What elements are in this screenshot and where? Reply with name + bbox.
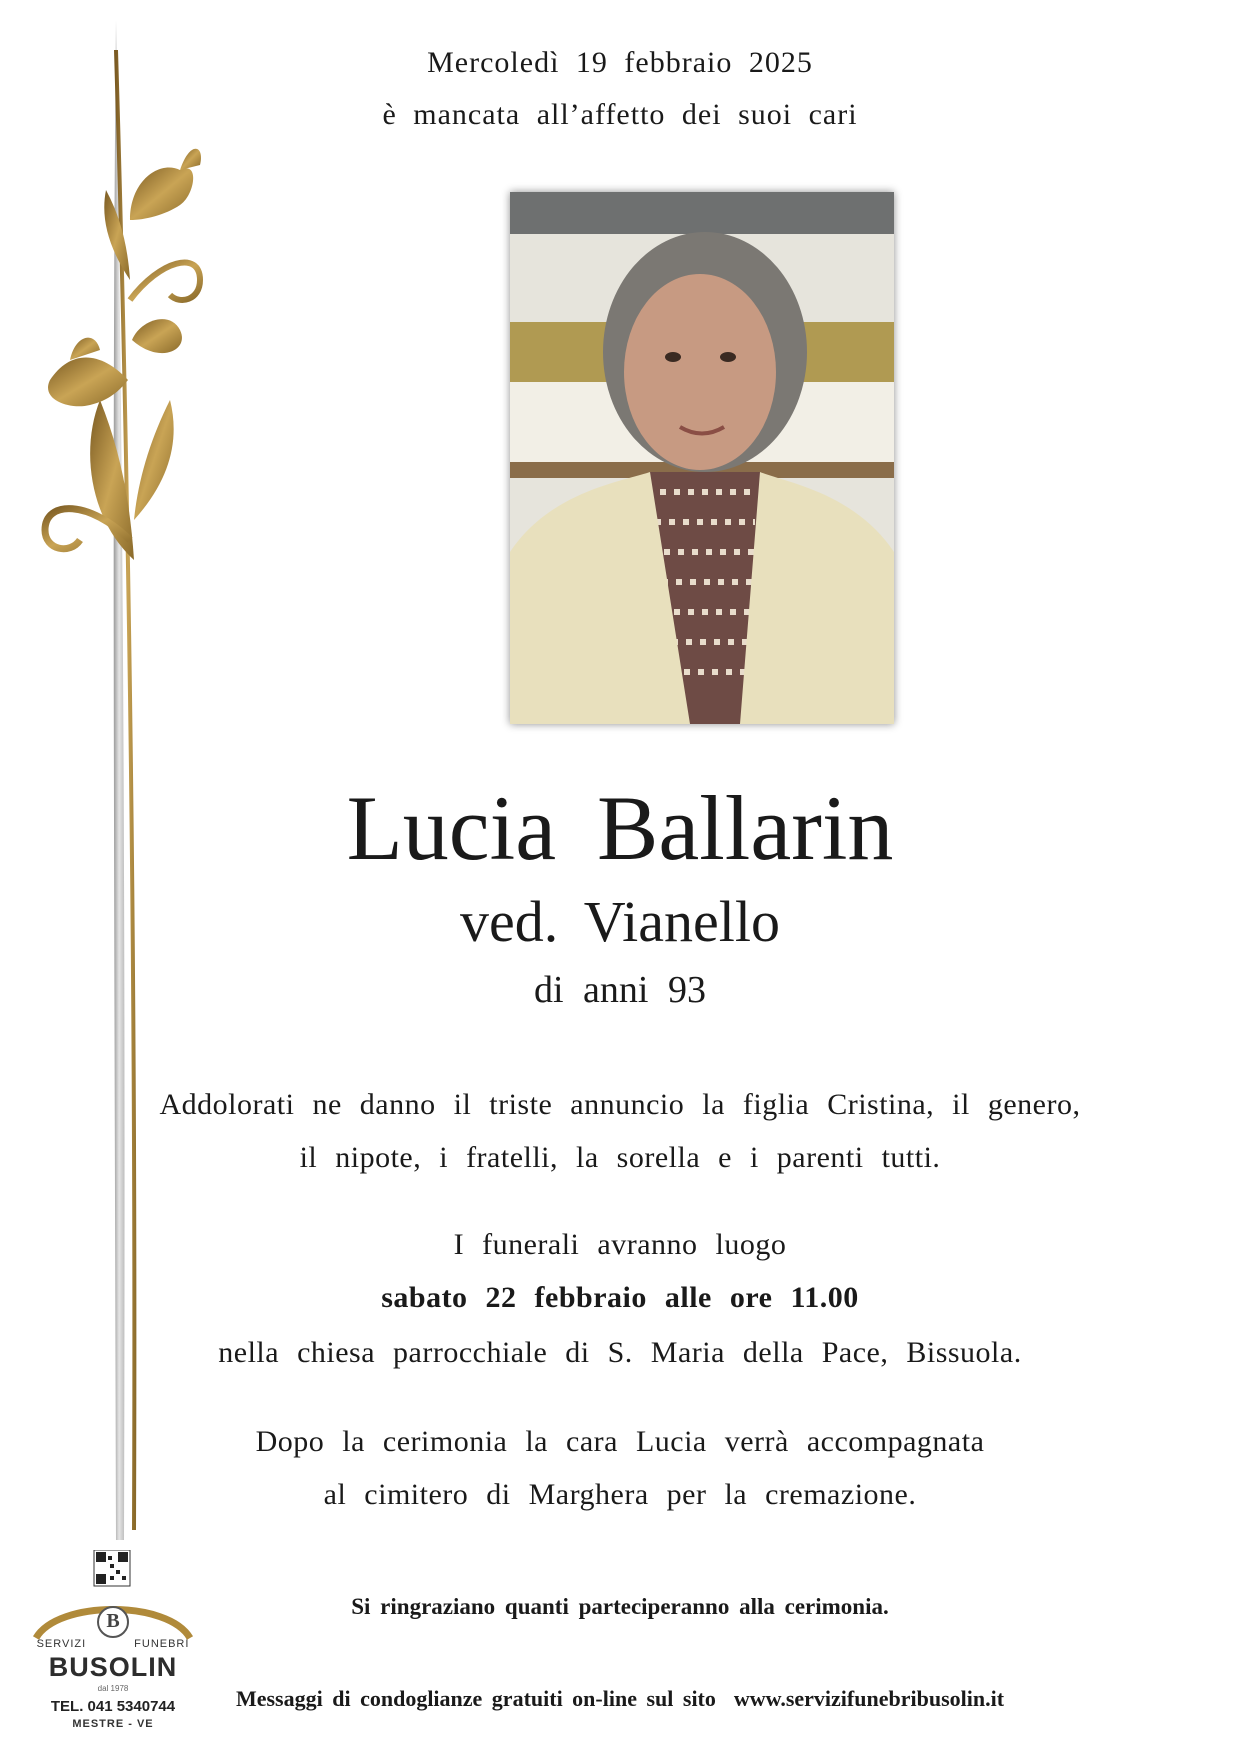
funeral-intro: I funerali avranno luogo — [453, 1228, 787, 1261]
thanks-text: Si ringraziano quanti parteciperanno alla cerimonia. — [351, 1594, 889, 1619]
after-ceremony-line-2: al cimitero di Marghera per la cremazione. — [323, 1478, 917, 1511]
funeral-datetime: sabato 22 febbraio alle ore 11.00 — [381, 1281, 859, 1314]
widow-of-name: ved. Vianello — [460, 889, 780, 954]
logo-phone: TEL. 041 5340744 — [50, 1698, 176, 1715]
logo-services: SERVIZI FUNEBRI — [36, 1638, 190, 1650]
family-message-line-1: Addolorati ne danno il triste annuncio la figlia Cristina, il genero, — [159, 1088, 1081, 1121]
funeral-place: nella chiesa parrocchiale di S. Maria della Pace, Bissuola. — [218, 1336, 1022, 1369]
qr-code-icon — [94, 1550, 130, 1586]
footer-text: Messaggi di condoglianze gratuiti on-line sul sito — [235, 1686, 716, 1711]
logo-city: MESTRE - VE — [72, 1718, 154, 1730]
family-message-line-2: il nipote, i fratelli, la sorella e i parenti tutti. — [299, 1141, 941, 1174]
after-ceremony-line-1: Dopo la cerimonia la cara Lucia verrà accompagnata — [255, 1425, 985, 1458]
announcement-line: è mancata all’affetto dei suoi cari — [382, 98, 858, 131]
logo-initial: B — [106, 1610, 120, 1632]
age-text: di anni 93 — [534, 969, 706, 1011]
deceased-name: Lucia Ballarin — [346, 777, 894, 879]
logo-brand: BUSOLIN — [48, 1652, 178, 1682]
death-date: Mercoledì 19 febbraio 2025 — [427, 46, 813, 79]
portrait-photo — [510, 192, 894, 724]
logo-since: dal 1978 — [97, 1684, 129, 1693]
website-link[interactable]: www.servizifunebribusolin.it — [733, 1686, 1005, 1711]
busolin-logo — [28, 1550, 198, 1740]
